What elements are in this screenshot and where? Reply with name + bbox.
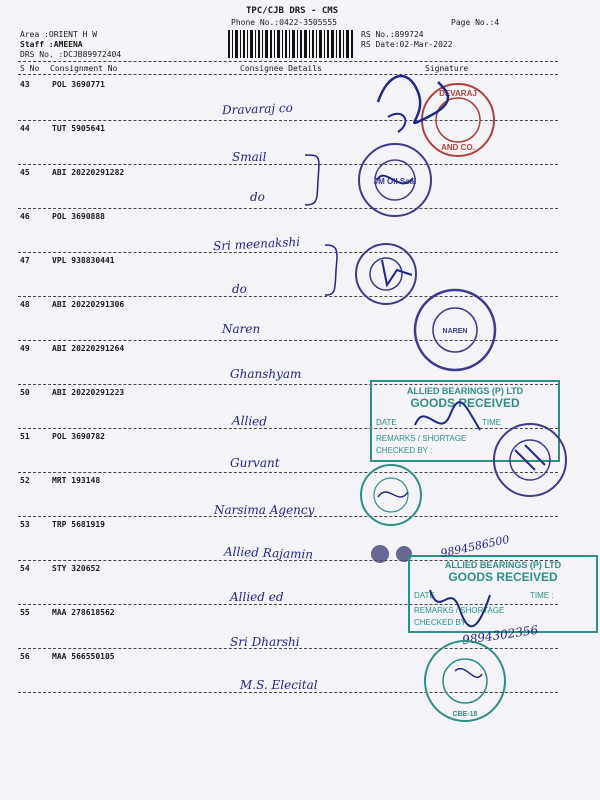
electricals-stamp-icon	[420, 636, 510, 726]
row-consignee: M.S. Elecital	[240, 678, 318, 692]
row-consignment: ABI 20220291223	[52, 388, 125, 397]
row-consignment: VPL 938830441	[52, 256, 115, 265]
doc-title: TPC/CJB DRS - CMS	[246, 6, 339, 16]
phone-number: Phone No.:0422-3505555	[231, 18, 337, 27]
row-consignee: Ghanshyam	[230, 367, 302, 381]
row-sno: 48	[20, 300, 30, 309]
svg-text:JM Oil Seal: JM Oil Seal	[373, 177, 417, 186]
row-consignment: ABI 20220291264	[52, 344, 125, 353]
row-sno: 52	[20, 476, 30, 485]
divider	[18, 74, 558, 75]
area-label: Area :ORIENT H W	[20, 30, 98, 39]
jm-oil-seal-stamp-icon	[355, 140, 435, 220]
row-divider	[18, 252, 558, 253]
row-consignee: Allied	[231, 413, 268, 429]
row-divider	[18, 208, 558, 209]
row-divider	[18, 516, 558, 517]
page-number: Page No.:4	[451, 18, 500, 27]
svg-text:NAREN: NAREN	[442, 328, 468, 335]
row-consignment: MRT 193148	[52, 476, 101, 485]
row-consignee: Dravaraj co	[221, 100, 294, 118]
naren-electronics-stamp-icon	[410, 285, 500, 375]
row-consignee: do	[250, 190, 265, 204]
barcode	[228, 30, 354, 58]
row-consignment: STY 320652	[52, 564, 101, 573]
row-consignee: Allied ed	[230, 590, 284, 604]
svg-text:CBE-18: CBE-18	[452, 711, 478, 718]
handwritten-phone-1: 9894586500	[439, 532, 511, 561]
row-consignee: Sri Dharshi	[230, 635, 300, 649]
col-consignment: Consignment No	[50, 64, 118, 73]
row-consignment: TUT 5905641	[52, 124, 105, 133]
allied-bearings-stamp-1: ALLIED BEARINGS (P) LTD GOODS RECEIVED DATE TIME REMARKS / SHORTAGE CHECKED BY :	[370, 380, 560, 462]
col-consignee: Consignee Details	[240, 64, 322, 73]
row-sno: 55	[20, 608, 30, 617]
row-sno: 44	[20, 124, 30, 133]
row-consignee: Smail	[232, 150, 267, 164]
row-consignee: Naren	[222, 322, 261, 336]
row-consignee: do	[232, 282, 247, 296]
rs-number: RS No.:899724	[361, 30, 424, 39]
row-consignee: Gurvant	[230, 456, 280, 470]
col-sno: S No	[20, 64, 40, 73]
row-sno: 51	[20, 432, 30, 441]
drs-number: DRS No. :DCJB89972404	[20, 50, 122, 59]
allied-bearings-stamp-2: ALLIED BEARINGS (P) LTD GOODS RECEIVED DATE TIME : REMARKS / SHORTAGE CHECKED BY :	[408, 555, 598, 633]
divider	[18, 61, 558, 62]
row-consignment: MAA 278618562	[52, 608, 115, 617]
row-consignment: TRP 5681919	[52, 520, 105, 529]
row-sno: 47	[20, 256, 30, 265]
row-sno: 54	[20, 564, 30, 573]
row-consignee: Narsima Agency	[214, 503, 315, 517]
row-sno: 45	[20, 168, 30, 177]
row-sno: 53	[20, 520, 30, 529]
row-sno: 56	[20, 652, 30, 661]
handwritten-phone-2: 9894302356	[461, 622, 539, 648]
row-consignment: POL 3690888	[52, 212, 105, 221]
row-sno: 43	[20, 80, 30, 89]
row-consignee: Allied Rajamin	[223, 544, 314, 562]
row-sno: 49	[20, 344, 30, 353]
narsima-stamp-icon	[358, 462, 424, 528]
staff-label: Staff :AMEENA	[20, 40, 83, 49]
row-consignee: Sri meenakshi	[212, 234, 301, 254]
svg-text:AND CO.: AND CO.	[441, 143, 475, 152]
rs-date: RS Date:02-Mar-2022	[361, 40, 453, 49]
row-sno: 46	[20, 212, 30, 221]
bracket-icon	[300, 150, 330, 210]
row-divider	[18, 472, 558, 473]
row-consignment: POL 3690771	[52, 80, 105, 89]
gurvant-hardware-stamp-icon	[490, 420, 570, 500]
signature-50	[410, 395, 490, 445]
col-signature: Signature	[425, 64, 469, 73]
bracket-icon	[320, 240, 345, 300]
row-consignment: ABI 20220291282	[52, 168, 125, 177]
signature-43	[368, 62, 458, 142]
signature-54	[420, 580, 500, 630]
row-divider	[18, 164, 558, 165]
row-sno: 50	[20, 388, 30, 397]
svg-text:DEVARAJ: DEVARAJ	[439, 89, 477, 98]
row-consignment: ABI 20220291306	[52, 300, 125, 309]
row-consignment: MAA 566550105	[52, 652, 115, 661]
row-consignment: POL 3690782	[52, 432, 105, 441]
